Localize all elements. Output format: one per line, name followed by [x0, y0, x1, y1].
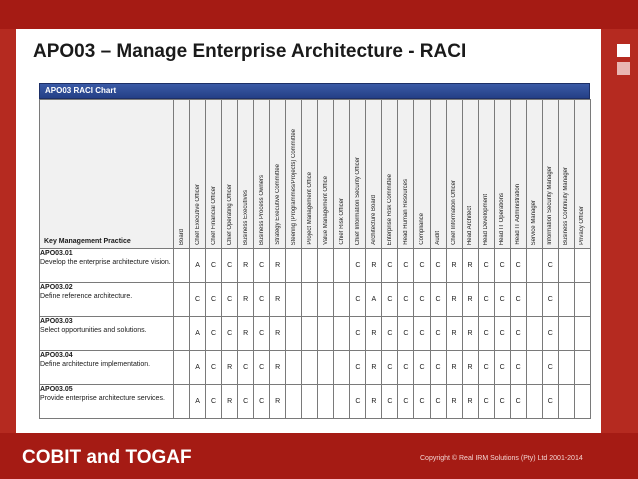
- role-label: Strategy Executive Committee: [274, 164, 281, 245]
- role-label: Steering (Programmes/Projects) Committee: [290, 128, 297, 245]
- raci-cell: [558, 351, 574, 385]
- raci-cell: [574, 317, 590, 351]
- raci-cell: C: [350, 249, 366, 283]
- raci-cell: C: [206, 283, 222, 317]
- practice-id: APO03.03: [40, 318, 73, 325]
- raci-cell: C: [398, 351, 414, 385]
- role-header: [174, 100, 190, 249]
- raci-cell: C: [430, 283, 446, 317]
- raci-cell: C: [494, 385, 510, 419]
- raci-cell: C: [478, 351, 494, 385]
- role-header: [206, 100, 222, 249]
- raci-cell: A: [190, 351, 206, 385]
- practice-cell: [40, 283, 174, 317]
- raci-cell: [334, 351, 350, 385]
- raci-cell: [334, 317, 350, 351]
- role-header: [526, 100, 542, 249]
- raci-cell: [318, 351, 334, 385]
- raci-cell: C: [494, 351, 510, 385]
- copyright-text: Copyright © Real IRM Solutions (Pty) Ltd 2001-2014: [420, 455, 583, 462]
- raci-cell: R: [270, 283, 286, 317]
- role-header: [270, 100, 286, 249]
- role-label: Enterprise Risk Committee: [386, 173, 393, 245]
- raci-cell: C: [350, 317, 366, 351]
- raci-cell: R: [270, 317, 286, 351]
- role-header: [318, 100, 334, 249]
- raci-cell: C: [398, 385, 414, 419]
- raci-cell: C: [398, 249, 414, 283]
- practice-cell: [40, 317, 174, 351]
- raci-cell: [302, 385, 318, 419]
- role-label: Chief Information Officer: [451, 180, 458, 245]
- raci-cell: R: [366, 249, 382, 283]
- raci-cell: C: [254, 249, 270, 283]
- raci-cell: [318, 249, 334, 283]
- raci-cell: C: [382, 249, 398, 283]
- raci-cell: C: [414, 283, 430, 317]
- raci-cell: C: [222, 249, 238, 283]
- role-label: Chief Executive Officer: [194, 184, 201, 245]
- raci-cell: C: [494, 317, 510, 351]
- role-label: Value Management Office: [322, 176, 329, 245]
- raci-cell: [174, 283, 190, 317]
- role-header: [462, 100, 478, 249]
- raci-cell: C: [414, 317, 430, 351]
- table-row: [40, 385, 591, 419]
- raci-cell: R: [238, 317, 254, 351]
- role-label: Chief Risk Officer: [338, 198, 345, 245]
- role-label: Head Human Resources: [402, 179, 409, 245]
- raci-cell: R: [270, 385, 286, 419]
- raci-cell: R: [270, 351, 286, 385]
- raci-cell: [574, 351, 590, 385]
- raci-cell: [286, 351, 302, 385]
- raci-cell: [558, 283, 574, 317]
- role-header: [382, 100, 398, 249]
- raci-cell: C: [254, 317, 270, 351]
- chart-header: [39, 83, 590, 99]
- role-header: [334, 100, 350, 249]
- role-label: Business Process Owners: [258, 174, 265, 245]
- role-label: Privacy Officer: [579, 206, 586, 245]
- raci-cell: C: [478, 385, 494, 419]
- practice-description: Select opportunities and solutions.: [40, 327, 147, 334]
- raci-cell: R: [462, 249, 478, 283]
- role-label: Business Continuity Manager: [563, 166, 570, 245]
- kmp-header: Key Management Practice: [40, 100, 174, 249]
- practice-description: Define architecture implementation.: [40, 361, 151, 368]
- chart-title: APO03 RACI Chart: [45, 86, 117, 95]
- raci-cell: R: [462, 385, 478, 419]
- raci-cell: C: [430, 249, 446, 283]
- role-header: [350, 100, 366, 249]
- raci-cell: C: [398, 317, 414, 351]
- raci-cell: C: [222, 317, 238, 351]
- role-header: [510, 100, 526, 249]
- raci-cell: R: [366, 317, 382, 351]
- role-label: Information Security Manager: [547, 166, 554, 245]
- raci-cell: [574, 385, 590, 419]
- raci-cell: A: [366, 283, 382, 317]
- raci-cell: C: [190, 283, 206, 317]
- raci-table: [39, 99, 591, 419]
- role-label: Compliance: [418, 213, 425, 245]
- raci-cell: [574, 249, 590, 283]
- slide-title: APO03 – Manage Enterprise Architecture - RACI: [33, 41, 467, 62]
- role-header: [286, 100, 302, 249]
- raci-cell: C: [414, 385, 430, 419]
- raci-cell: C: [254, 385, 270, 419]
- raci-cell: [558, 317, 574, 351]
- raci-cell: A: [190, 317, 206, 351]
- raci-cell: [318, 283, 334, 317]
- role-header: [574, 100, 590, 249]
- practice-description: Develop the enterprise architecture vision.: [40, 259, 171, 266]
- role-header: [558, 100, 574, 249]
- role-label: Head IT Operations: [499, 192, 506, 245]
- raci-cell: [302, 317, 318, 351]
- raci-cell: C: [510, 317, 526, 351]
- practice-description: Define reference architecture.: [40, 293, 133, 300]
- role-label: Head Architect: [467, 205, 474, 245]
- raci-cell: C: [350, 283, 366, 317]
- role-label: Audit: [435, 231, 442, 245]
- raci-cell: [286, 249, 302, 283]
- raci-cell: [286, 283, 302, 317]
- raci-cell: C: [542, 317, 558, 351]
- role-header: [222, 100, 238, 249]
- raci-cell: C: [510, 249, 526, 283]
- raci-cell: R: [238, 283, 254, 317]
- practice-id: APO03.01: [40, 250, 73, 257]
- raci-cell: C: [478, 283, 494, 317]
- decor-square-2: [617, 62, 630, 75]
- raci-cell: C: [350, 351, 366, 385]
- top-bar: [0, 0, 638, 29]
- raci-cell: [526, 317, 542, 351]
- raci-cell: C: [478, 317, 494, 351]
- raci-cell: [174, 385, 190, 419]
- raci-cell: C: [542, 283, 558, 317]
- raci-cell: C: [206, 249, 222, 283]
- raci-cell: C: [382, 385, 398, 419]
- raci-cell: R: [238, 249, 254, 283]
- table-row: [40, 351, 591, 385]
- raci-cell: [526, 283, 542, 317]
- raci-cell: R: [366, 351, 382, 385]
- right-border: [601, 29, 638, 433]
- role-header: [302, 100, 318, 249]
- raci-cell: C: [382, 317, 398, 351]
- raci-cell: R: [222, 385, 238, 419]
- role-header: [430, 100, 446, 249]
- raci-cell: C: [510, 283, 526, 317]
- raci-cell: [286, 385, 302, 419]
- raci-cell: A: [190, 385, 206, 419]
- raci-cell: C: [414, 249, 430, 283]
- raci-cell: C: [206, 317, 222, 351]
- role-header: [238, 100, 254, 249]
- raci-cell: C: [510, 351, 526, 385]
- practice-cell: [40, 385, 174, 419]
- role-label: Chief Financial Officer: [210, 186, 217, 245]
- practice-description: Provide enterprise architecture services.: [40, 395, 165, 402]
- raci-cell: C: [350, 385, 366, 419]
- raci-cell: [334, 283, 350, 317]
- practice-cell: [40, 351, 174, 385]
- raci-cell: C: [238, 385, 254, 419]
- practice-cell: [40, 249, 174, 283]
- raci-cell: [334, 249, 350, 283]
- raci-cell: R: [270, 249, 286, 283]
- raci-cell: C: [238, 351, 254, 385]
- role-label: Business Executives: [242, 189, 249, 245]
- raci-cell: C: [510, 385, 526, 419]
- raci-cell: [526, 385, 542, 419]
- raci-cell: R: [462, 283, 478, 317]
- raci-cell: C: [494, 249, 510, 283]
- raci-cell: C: [430, 385, 446, 419]
- raci-cell: R: [446, 351, 462, 385]
- role-label: Project Management Office: [306, 172, 313, 245]
- raci-cell: C: [398, 283, 414, 317]
- role-label: Chief Operating Officer: [226, 183, 233, 245]
- raci-cell: [318, 385, 334, 419]
- raci-cell: C: [206, 351, 222, 385]
- raci-cell: C: [542, 249, 558, 283]
- raci-cell: R: [446, 283, 462, 317]
- role-label: Board: [178, 228, 185, 245]
- raci-cell: C: [206, 385, 222, 419]
- role-label: Head Development: [483, 193, 490, 245]
- raci-cell: A: [190, 249, 206, 283]
- raci-cell: [302, 351, 318, 385]
- raci-cell: C: [430, 317, 446, 351]
- raci-cell: C: [542, 351, 558, 385]
- raci-cell: R: [446, 249, 462, 283]
- role-header: [478, 100, 494, 249]
- raci-cell: C: [382, 351, 398, 385]
- table-row: [40, 249, 591, 283]
- raci-cell: [558, 249, 574, 283]
- role-header: [494, 100, 510, 249]
- raci-cell: C: [222, 283, 238, 317]
- role-header: [254, 100, 270, 249]
- raci-cell: [302, 283, 318, 317]
- role-header: [398, 100, 414, 249]
- role-label: Head IT Administration: [515, 184, 522, 245]
- decor-square-1: [617, 44, 630, 57]
- table-row: [40, 317, 591, 351]
- raci-cell: [558, 385, 574, 419]
- practice-id: APO03.02: [40, 284, 73, 291]
- raci-cell: R: [462, 351, 478, 385]
- raci-cell: R: [446, 385, 462, 419]
- raci-cell: [526, 249, 542, 283]
- practice-id: APO03.05: [40, 386, 73, 393]
- raci-cell: C: [254, 283, 270, 317]
- raci-cell: [526, 351, 542, 385]
- practice-id: APO03.04: [40, 352, 73, 359]
- raci-cell: [286, 317, 302, 351]
- raci-cell: C: [414, 351, 430, 385]
- raci-cell: [174, 317, 190, 351]
- role-label: Architecture Board: [370, 195, 377, 245]
- raci-cell: [574, 283, 590, 317]
- raci-cell: [174, 351, 190, 385]
- raci-cell: R: [462, 317, 478, 351]
- raci-cell: C: [478, 249, 494, 283]
- footer-title: COBIT and TOGAF: [22, 447, 192, 468]
- raci-cell: C: [542, 385, 558, 419]
- role-label: Service Manager: [531, 199, 538, 245]
- table-row: [40, 283, 591, 317]
- raci-cell: [318, 317, 334, 351]
- raci-cell: C: [382, 283, 398, 317]
- raci-cell: [334, 385, 350, 419]
- raci-cell: [174, 249, 190, 283]
- header-row: [40, 100, 591, 249]
- raci-cell: C: [494, 283, 510, 317]
- role-header: [446, 100, 462, 249]
- role-header: [542, 100, 558, 249]
- raci-cell: [302, 249, 318, 283]
- role-header: [366, 100, 382, 249]
- raci-cell: R: [366, 385, 382, 419]
- raci-cell: C: [430, 351, 446, 385]
- role-label: Chief Information Security Officer: [354, 156, 361, 245]
- role-header: [414, 100, 430, 249]
- left-border: [0, 29, 16, 433]
- raci-cell: R: [446, 317, 462, 351]
- role-header: [190, 100, 206, 249]
- raci-cell: C: [254, 351, 270, 385]
- raci-cell: R: [222, 351, 238, 385]
